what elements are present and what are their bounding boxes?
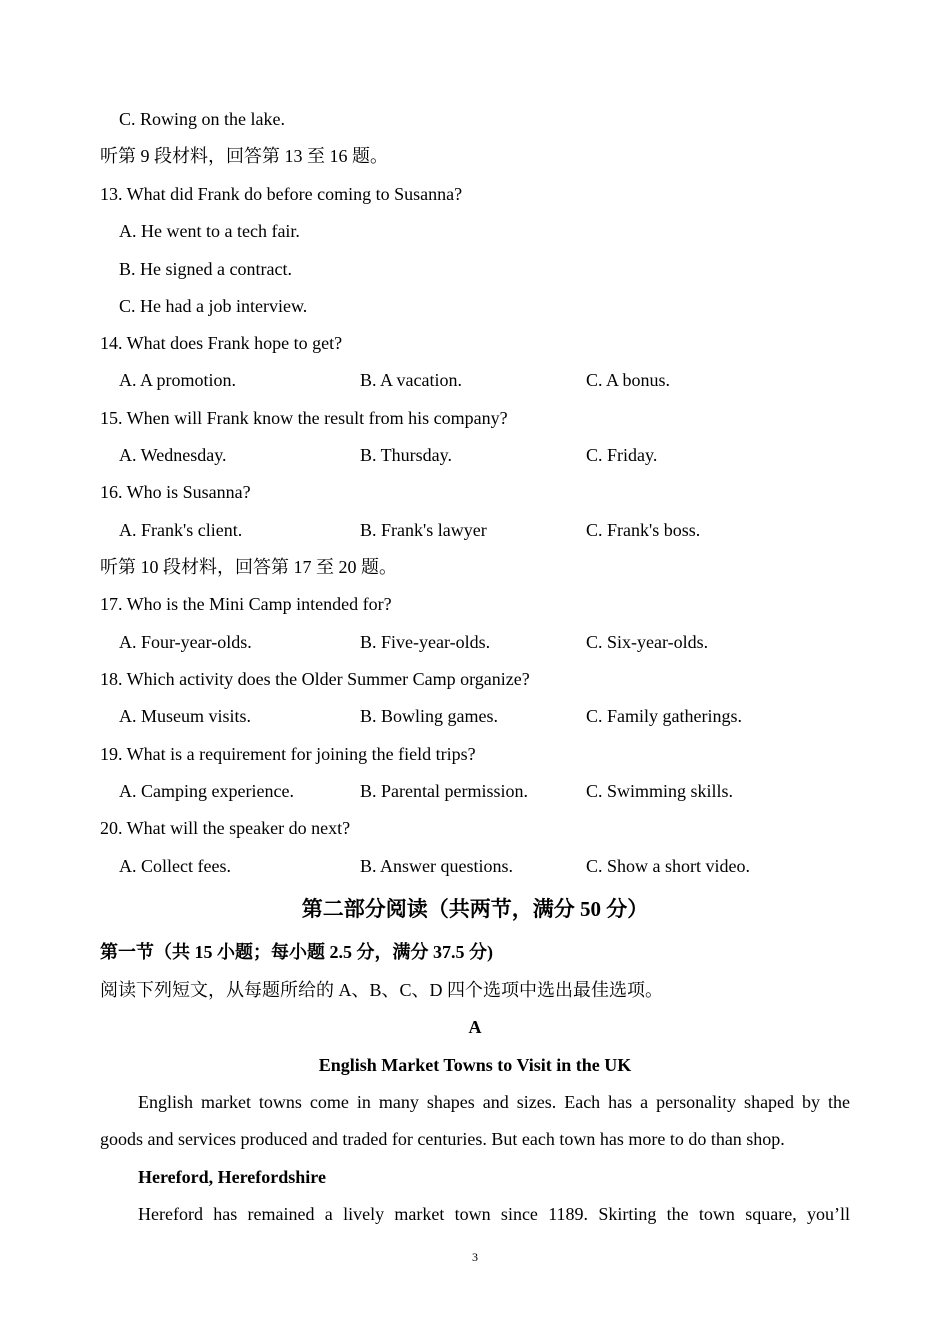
option-19a: A. Camping experience.	[119, 781, 294, 801]
section-instruction-10: 听第 10 段材料，回答第 17 至 20 题。	[100, 557, 397, 577]
reading-instruction: 阅读下列短文，从每题所给的 A、B、C、D 四个选项中选出最佳选项。	[100, 980, 664, 1000]
paragraph-1-line-2: goods and services produced and traded for centuries. But each town has more to do than shop.	[100, 1129, 785, 1149]
part-two-heading: 第二部分阅读（共两节，满分 50 分）	[301, 897, 649, 921]
option-20b: B. Answer questions.	[360, 856, 513, 876]
section-instruction-9: 听第 9 段材料，回答第 13 至 16 题。	[100, 146, 388, 166]
option-12c: C. Rowing on the lake.	[119, 109, 285, 129]
option-16c: C. Frank's boss.	[586, 520, 701, 540]
question-20: 20. What will the speaker do next?	[100, 818, 351, 838]
question-14: 14. What does Frank hope to get?	[100, 333, 343, 353]
option-19b: B. Parental permission.	[360, 781, 528, 801]
option-13b: B. He signed a contract.	[119, 259, 292, 279]
option-15b: B. Thursday.	[360, 445, 452, 465]
question-19: 19. What is a requirement for joining the field trips?	[100, 744, 476, 764]
option-18a: A. Museum visits.	[119, 706, 252, 726]
option-14b: B. A vacation.	[360, 370, 462, 390]
option-16b: B. Frank's lawyer	[360, 520, 487, 540]
paragraph-1-line-1: English market towns come in many shapes and sizes. Each has a personality shaped by the	[138, 1092, 850, 1112]
option-20a: A. Collect fees.	[119, 856, 231, 876]
option-14c: C. A bonus.	[586, 370, 671, 390]
option-14a: A. A promotion.	[119, 370, 237, 390]
option-17c: C. Six-year-olds.	[586, 632, 709, 652]
question-13: 13. What did Frank do before coming to Susanna?	[100, 184, 463, 204]
option-17a: A. Four-year-olds.	[119, 632, 252, 652]
option-18b: B. Bowling games.	[360, 706, 498, 726]
page-number: 3	[472, 1250, 478, 1264]
passage-title: English Market Towns to Visit in the UK	[318, 1055, 632, 1075]
passage-label: A	[468, 1017, 482, 1037]
option-19c: C. Swimming skills.	[586, 781, 734, 801]
question-18: 18. Which activity does the Older Summer Camp organize?	[100, 669, 530, 689]
question-16: 16. Who is Susanna?	[100, 482, 251, 502]
option-15a: A. Wednesday.	[119, 445, 227, 465]
paragraph-2-line-1: Hereford has remained a lively market town since 1189. Skirting the town square, you’ll	[138, 1204, 850, 1224]
option-20c: C. Show a short video.	[586, 856, 750, 876]
option-13a: A. He went to a tech fair.	[119, 221, 300, 241]
option-16a: A. Frank's client.	[119, 520, 243, 540]
option-13c: C. He had a job interview.	[119, 296, 308, 316]
option-17b: B. Five-year-olds.	[360, 632, 491, 652]
section-one-heading: 第一节（共 15 小题；每小题 2.5 分，满分 37.5 分)	[100, 942, 493, 962]
option-15c: C. Friday.	[586, 445, 658, 465]
question-15: 15. When will Frank know the result from his company?	[100, 408, 508, 428]
option-18c: C. Family gatherings.	[586, 706, 742, 726]
question-17: 17. Who is the Mini Camp intended for?	[100, 594, 392, 614]
subheading-hereford: Hereford, Herefordshire	[138, 1167, 326, 1187]
